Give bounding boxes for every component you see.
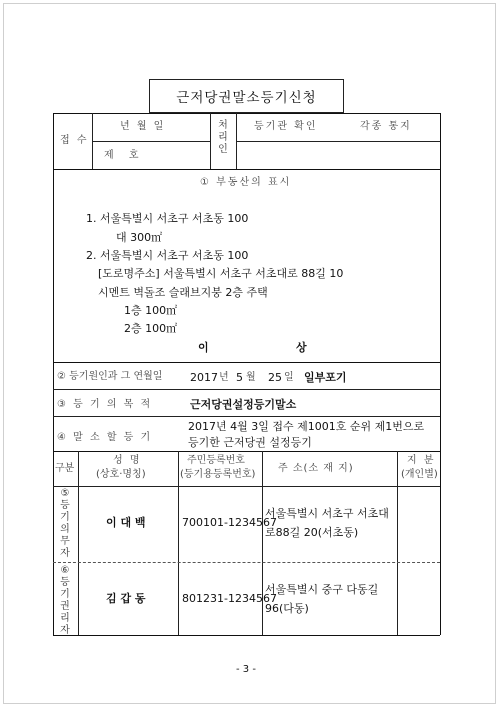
closing-mark-left: 이 [198,341,209,354]
col-address: 주 소(소 재 지) [278,463,354,474]
cause-month: 5 [236,371,243,384]
receipt-date-label: 년 월 일 [120,121,166,132]
property-line-2: 대 300㎡ [116,231,163,244]
col-share: 지 분 [407,455,436,466]
obligor-label: ⑤등기의무자 [60,488,70,559]
page-number: - 3 - [236,664,256,675]
registrar-check-label: 등기관 확인 [254,121,318,132]
cause-label: ② 등기원인과 그 연월일 [57,371,163,382]
obligor-name: 이 대 백 [106,516,146,529]
closing-mark-right: 상 [296,341,307,354]
col-name: 성 명 [113,455,142,466]
property-line-4: [도로명주소] 서울특별시 서초구 서초대로 88길 10 [98,267,344,280]
cause-day: 25 [268,371,282,384]
holder-address-2: 96(다동) [265,602,309,615]
receipt-label: 접 수 [60,135,89,146]
holder-name: 김 갑 동 [106,592,146,605]
holder-id: 801231-1234567 [182,592,277,605]
cause-year-unit: 년 [219,372,229,383]
property-line-3: 2. 서울특별시 서초구 서초동 100 [86,249,249,262]
col-name-sub: (상호·명칭) [96,469,146,480]
cause-month-unit: 월 [246,372,256,383]
table-left-border [53,113,54,635]
purpose-value: 근저당권설정등기말소 [190,398,297,411]
col-share-sub: (개인별) [401,469,438,480]
cause-year: 2017 [190,371,218,384]
obligor-address-1: 서울특별시 서초구 서초대 [265,507,389,520]
cause-day-unit: 일 [284,372,294,383]
cancel-label: ④ 말 소 할 등 기 [57,432,153,443]
table-right-border [440,113,441,635]
property-line-1: 1. 서울특별시 서초구 서초동 100 [86,212,249,225]
obligor-id: 700101-1234567 [182,516,277,529]
form-title: 근저당권말소등기신청 [149,79,344,113]
col-id-sub: (등기용등록번호) [180,469,256,480]
purpose-label: ③ 등 기 의 목 적 [57,399,153,410]
cause-reason: 일부포기 [304,371,347,384]
cancel-line-1: 2017년 4월 3일 접수 제1001호 순위 제1번으로 [188,420,425,433]
obligor-address-2: 로88길 20(서초동) [265,526,359,539]
col-division: 구분 [55,463,75,474]
holder-label: ⑥등기권리자 [60,565,70,636]
receipt-number-label: 제 호 [104,150,145,161]
property-line-7: 2층 100㎡ [124,322,178,335]
holder-address-1: 서울특별시 중구 다동길 [265,583,379,596]
property-line-5: 시멘트 벽돌조 슬래브지붕 2층 주택 [98,286,268,299]
notice-label: 각종 통지 [360,121,412,132]
property-line-6: 1층 100㎡ [124,304,178,317]
processor-label: 처리인 [218,120,228,155]
table-top-border [53,113,440,114]
cancel-line-2: 등기한 근저당권 설정등기 [188,436,312,449]
table-bottom-border [53,635,440,636]
property-header: ① 부동산의 표시 [200,177,292,188]
col-id: 주민등록번호 [187,455,245,466]
